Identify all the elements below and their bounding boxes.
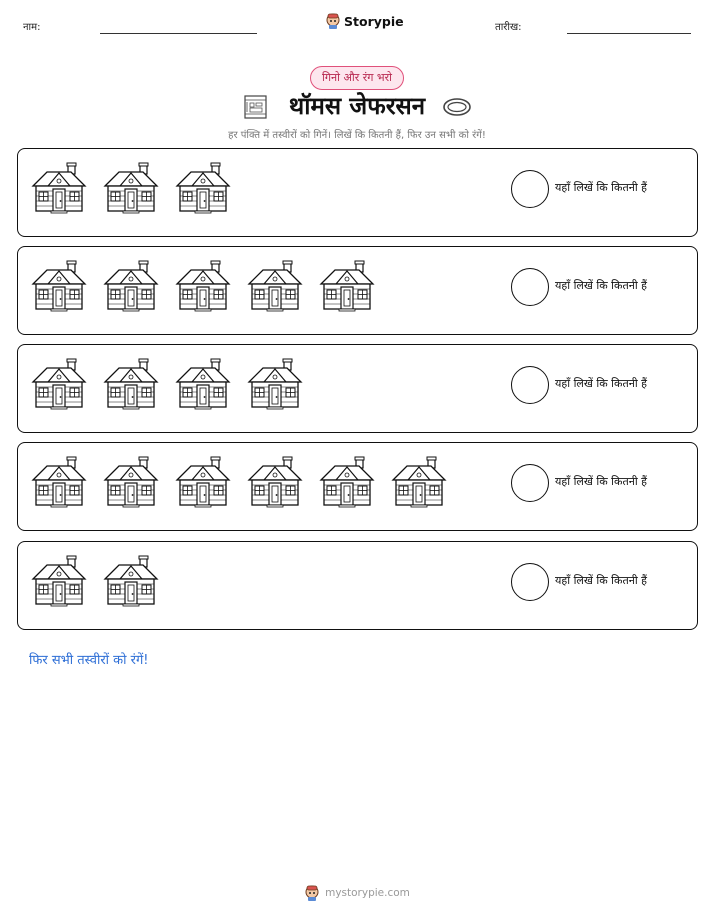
brand-name: Storypie — [344, 13, 404, 29]
page-title: थॉमस जेफरसन — [288, 92, 426, 120]
house-icon[interactable] — [102, 456, 160, 508]
house-icon[interactable] — [174, 456, 232, 508]
house-icon[interactable] — [102, 555, 160, 607]
house-icon[interactable] — [318, 260, 376, 312]
count-row — [17, 246, 698, 335]
count-row — [17, 541, 698, 630]
house-icon[interactable] — [318, 456, 376, 508]
house-icon[interactable] — [30, 162, 88, 214]
ring-icon — [442, 96, 472, 118]
house-icon[interactable] — [102, 358, 160, 410]
house-icon[interactable] — [30, 456, 88, 508]
storypie-logo — [325, 13, 404, 29]
answer-circle[interactable] — [511, 170, 549, 208]
houses-group — [30, 456, 448, 508]
houses-group — [30, 555, 160, 607]
count-row — [17, 442, 698, 531]
write-label: यहाँ लिखें कि कितनी हैं — [555, 377, 648, 390]
write-label: यहाँ लिखें कि कितनी हैं — [555, 574, 648, 587]
name-line[interactable] — [100, 33, 257, 34]
house-icon[interactable] — [246, 358, 304, 410]
answer-circle[interactable] — [511, 563, 549, 601]
count-row — [17, 344, 698, 433]
house-icon[interactable] — [246, 456, 304, 508]
house-icon[interactable] — [390, 456, 448, 508]
footer-note: फिर सभी तस्वीरों को रंगें! — [29, 653, 149, 668]
house-icon[interactable] — [246, 260, 304, 312]
instruction-text: हर पंक्ति में तस्वीरों को गिनें। लिखें कि कितनी हैं, फिर उन सभी को रंगें! — [228, 130, 486, 141]
date-line[interactable] — [567, 33, 691, 34]
count-row — [17, 148, 698, 237]
write-label: यहाँ लिखें कि कितनी हैं — [555, 475, 648, 488]
house-icon[interactable] — [102, 162, 160, 214]
house-icon[interactable] — [174, 260, 232, 312]
house-icon[interactable] — [30, 358, 88, 410]
houses-group — [30, 358, 304, 410]
title-row — [0, 90, 714, 124]
house-icon[interactable] — [30, 260, 88, 312]
house-icon[interactable] — [102, 260, 160, 312]
write-label: यहाँ लिखें कि कितनी हैं — [555, 181, 648, 194]
houses-group — [30, 162, 232, 214]
name-label: नाम: — [23, 22, 41, 33]
house-icon[interactable] — [30, 555, 88, 607]
storypie-mascot-icon — [304, 885, 320, 901]
answer-circle[interactable] — [511, 464, 549, 502]
houses-group — [30, 260, 376, 312]
answer-circle[interactable] — [511, 268, 549, 306]
site-url: mystorypie.com — [325, 887, 410, 899]
write-label: यहाँ लिखें कि कितनी हैं — [555, 279, 648, 292]
activity-badge: गिनो और रंग भरो — [310, 66, 404, 90]
site-footer — [0, 885, 714, 901]
storypie-mascot-icon — [325, 13, 341, 29]
house-icon[interactable] — [174, 358, 232, 410]
answer-circle[interactable] — [511, 366, 549, 404]
date-label: तारीख: — [495, 22, 522, 33]
house-icon[interactable] — [174, 162, 232, 214]
